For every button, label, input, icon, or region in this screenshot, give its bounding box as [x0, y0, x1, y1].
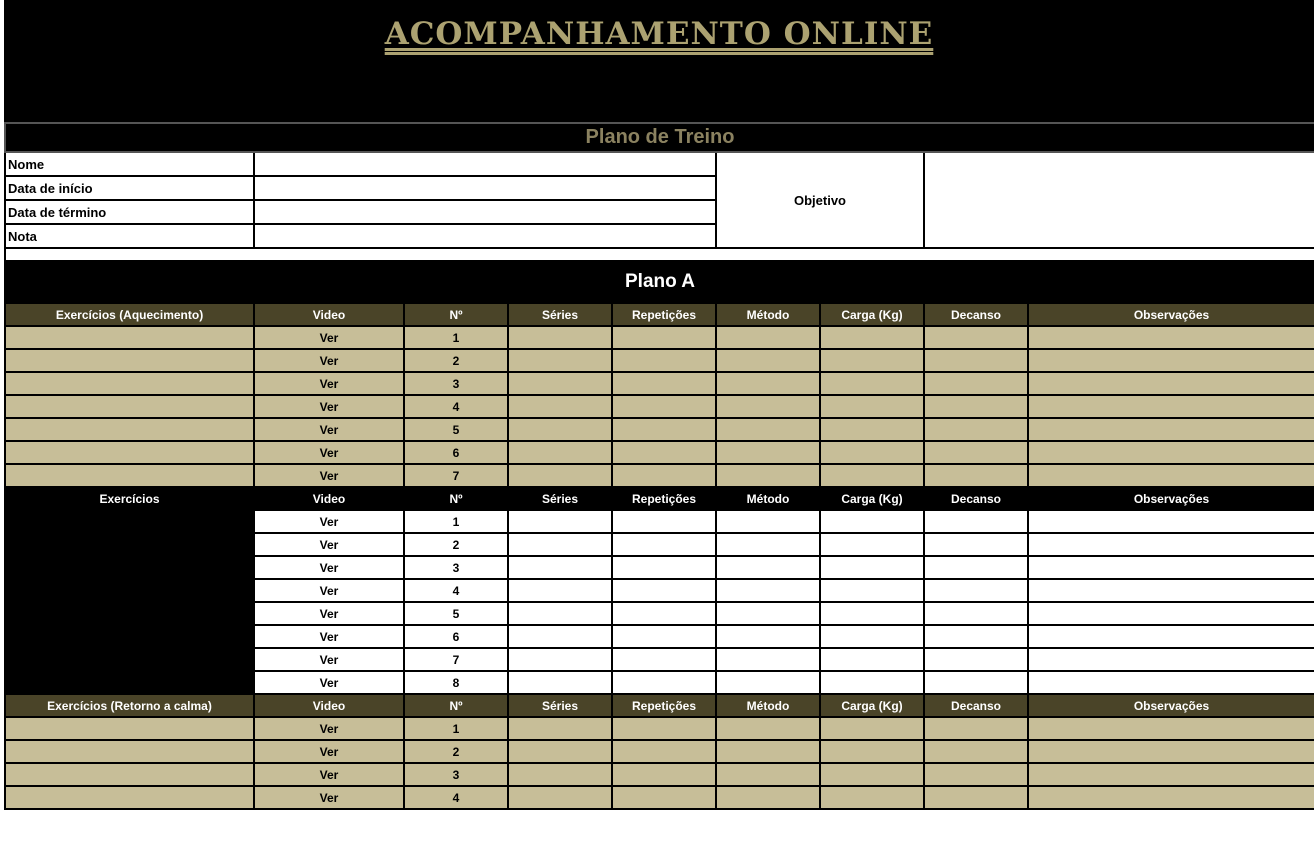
series-cell[interactable] — [508, 326, 612, 349]
reps-cell[interactable] — [612, 533, 716, 556]
note-label: Nota — [5, 224, 254, 248]
video-link[interactable]: Ver — [254, 671, 404, 694]
method-cell[interactable] — [716, 372, 820, 395]
cooldown-col-rest: Decanso — [924, 694, 1028, 717]
main-row — [5, 602, 1314, 625]
warmup-col-method: Método — [716, 303, 820, 326]
cooldown-col-load: Carga (Kg) — [820, 694, 924, 717]
warmup-col-video: Video — [254, 303, 404, 326]
rest-cell[interactable] — [924, 556, 1028, 579]
start-date-label: Data de início — [5, 176, 254, 200]
exercise-cell[interactable] — [5, 717, 254, 740]
main-row — [5, 533, 1314, 556]
notes-cell[interactable] — [1028, 763, 1314, 786]
series-cell[interactable] — [508, 441, 612, 464]
rest-cell[interactable] — [924, 372, 1028, 395]
row-number: 5 — [404, 418, 508, 441]
method-cell[interactable] — [716, 510, 820, 533]
exercise-cell[interactable] — [5, 602, 254, 625]
warmup-row — [5, 326, 1314, 349]
warmup-col-reps: Repetições — [612, 303, 716, 326]
method-cell[interactable] — [716, 395, 820, 418]
notes-cell[interactable] — [1028, 740, 1314, 763]
notes-cell[interactable] — [1028, 418, 1314, 441]
reps-cell[interactable] — [612, 625, 716, 648]
notes-cell[interactable] — [1028, 395, 1314, 418]
note-field[interactable] — [254, 224, 716, 248]
exercise-cell[interactable] — [5, 556, 254, 579]
series-cell[interactable] — [508, 510, 612, 533]
row-number: 7 — [404, 648, 508, 671]
cooldown-header-row — [5, 694, 1314, 717]
exercise-cell[interactable] — [5, 625, 254, 648]
end-date-label: Data de término — [5, 200, 254, 224]
main-col-reps: Repetições — [612, 487, 716, 510]
plan-title: Plano de Treino — [5, 123, 1314, 152]
video-link[interactable]: Ver — [254, 510, 404, 533]
exercise-cell[interactable] — [5, 579, 254, 602]
reps-cell[interactable] — [612, 349, 716, 372]
load-cell[interactable] — [820, 395, 924, 418]
training-plan-sheet — [4, 122, 1314, 810]
load-cell[interactable] — [820, 372, 924, 395]
exercise-cell[interactable] — [5, 349, 254, 372]
notes-cell[interactable] — [1028, 372, 1314, 395]
load-cell[interactable] — [820, 464, 924, 487]
reps-cell[interactable] — [612, 464, 716, 487]
reps-cell[interactable] — [612, 763, 716, 786]
exercise-cell[interactable] — [5, 671, 254, 694]
warmup-col-series: Séries — [508, 303, 612, 326]
warmup-row — [5, 418, 1314, 441]
series-cell[interactable] — [508, 579, 612, 602]
row-number: 4 — [404, 395, 508, 418]
video-link[interactable]: Ver — [254, 349, 404, 372]
load-cell[interactable] — [820, 671, 924, 694]
main-col-video: Video — [254, 487, 404, 510]
warmup-row — [5, 349, 1314, 372]
row-number: 8 — [404, 671, 508, 694]
main-col-load: Carga (Kg) — [820, 487, 924, 510]
series-cell[interactable] — [508, 395, 612, 418]
rest-cell[interactable] — [924, 395, 1028, 418]
rest-cell[interactable] — [924, 763, 1028, 786]
series-cell[interactable] — [508, 717, 612, 740]
notes-cell[interactable] — [1028, 717, 1314, 740]
row-number: 3 — [404, 556, 508, 579]
objective-field[interactable] — [924, 152, 1314, 248]
load-cell[interactable] — [820, 349, 924, 372]
series-cell[interactable] — [508, 372, 612, 395]
cooldown-row — [5, 786, 1314, 809]
series-cell[interactable] — [508, 763, 612, 786]
video-link[interactable]: Ver — [254, 717, 404, 740]
notes-cell[interactable] — [1028, 349, 1314, 372]
reps-cell[interactable] — [612, 786, 716, 809]
reps-cell[interactable] — [612, 510, 716, 533]
reps-cell[interactable] — [612, 602, 716, 625]
row-number: 6 — [404, 441, 508, 464]
exercise-cell[interactable] — [5, 763, 254, 786]
exercise-cell[interactable] — [5, 740, 254, 763]
exercise-cell[interactable] — [5, 510, 254, 533]
row-number: 1 — [404, 510, 508, 533]
video-link[interactable]: Ver — [254, 763, 404, 786]
cooldown-row — [5, 763, 1314, 786]
method-cell[interactable] — [716, 533, 820, 556]
rest-cell[interactable] — [924, 625, 1028, 648]
end-date-field[interactable] — [254, 200, 716, 224]
warmup-col-notes: Observações — [1028, 303, 1314, 326]
main-row — [5, 671, 1314, 694]
method-cell[interactable] — [716, 418, 820, 441]
load-cell[interactable] — [820, 533, 924, 556]
exercise-cell[interactable] — [5, 441, 254, 464]
rest-cell[interactable] — [924, 533, 1028, 556]
method-cell[interactable] — [716, 648, 820, 671]
exercise-cell[interactable] — [5, 372, 254, 395]
video-link[interactable]: Ver — [254, 418, 404, 441]
video-link[interactable]: Ver — [254, 326, 404, 349]
rest-cell[interactable] — [924, 648, 1028, 671]
video-link[interactable]: Ver — [254, 648, 404, 671]
row-number: 4 — [404, 579, 508, 602]
video-link[interactable]: Ver — [254, 786, 404, 809]
load-cell[interactable] — [820, 602, 924, 625]
rest-cell[interactable] — [924, 441, 1028, 464]
cooldown-col-video: Video — [254, 694, 404, 717]
rest-cell[interactable] — [924, 786, 1028, 809]
cooldown-row — [5, 740, 1314, 763]
main-col-notes: Observações — [1028, 487, 1314, 510]
video-link[interactable]: Ver — [254, 740, 404, 763]
reps-cell[interactable] — [612, 326, 716, 349]
load-cell[interactable] — [820, 418, 924, 441]
method-cell[interactable] — [716, 441, 820, 464]
method-cell[interactable] — [716, 740, 820, 763]
main-col-exercise: Exercícios — [5, 487, 254, 510]
notes-cell[interactable] — [1028, 533, 1314, 556]
method-cell[interactable] — [716, 671, 820, 694]
load-cell[interactable] — [820, 510, 924, 533]
cooldown-col-number: Nº — [404, 694, 508, 717]
video-link[interactable]: Ver — [254, 556, 404, 579]
warmup-row — [5, 395, 1314, 418]
start-date-field[interactable] — [254, 176, 716, 200]
warmup-col-exercise: Exercícios (Aquecimento) — [5, 303, 254, 326]
warmup-col-load: Carga (Kg) — [820, 303, 924, 326]
reps-cell[interactable] — [612, 579, 716, 602]
cooldown-col-series: Séries — [508, 694, 612, 717]
notes-cell[interactable] — [1028, 441, 1314, 464]
load-cell[interactable] — [820, 556, 924, 579]
name-field[interactable] — [254, 152, 716, 176]
notes-cell[interactable] — [1028, 602, 1314, 625]
video-link[interactable]: Ver — [254, 602, 404, 625]
series-cell[interactable] — [508, 464, 612, 487]
cooldown-col-exercise: Exercícios (Retorno a calma) — [5, 694, 254, 717]
load-cell[interactable] — [820, 717, 924, 740]
method-cell[interactable] — [716, 556, 820, 579]
main-row — [5, 648, 1314, 671]
load-cell[interactable] — [820, 579, 924, 602]
reps-cell[interactable] — [612, 395, 716, 418]
series-cell[interactable] — [508, 556, 612, 579]
series-cell[interactable] — [508, 533, 612, 556]
load-cell[interactable] — [820, 326, 924, 349]
notes-cell[interactable] — [1028, 648, 1314, 671]
notes-cell[interactable] — [1028, 579, 1314, 602]
notes-cell[interactable] — [1028, 326, 1314, 349]
series-cell[interactable] — [508, 740, 612, 763]
notes-cell[interactable] — [1028, 625, 1314, 648]
rest-cell[interactable] — [924, 326, 1028, 349]
series-cell[interactable] — [508, 418, 612, 441]
page-title: ACOMPANHAMENTO ONLINE — [384, 16, 934, 52]
series-cell[interactable] — [508, 648, 612, 671]
method-cell[interactable] — [716, 464, 820, 487]
video-link[interactable]: Ver — [254, 464, 404, 487]
exercise-cell[interactable] — [5, 395, 254, 418]
row-number: 1 — [404, 326, 508, 349]
rest-cell[interactable] — [924, 671, 1028, 694]
warmup-row — [5, 464, 1314, 487]
objective-label: Objetivo — [716, 152, 924, 248]
row-number: 5 — [404, 602, 508, 625]
method-cell[interactable] — [716, 579, 820, 602]
reps-cell[interactable] — [612, 441, 716, 464]
exercise-cell[interactable] — [5, 786, 254, 809]
series-cell[interactable] — [508, 602, 612, 625]
load-cell[interactable] — [820, 648, 924, 671]
row-number: 7 — [404, 464, 508, 487]
reps-cell[interactable] — [612, 671, 716, 694]
notes-cell[interactable] — [1028, 786, 1314, 809]
load-cell[interactable] — [820, 625, 924, 648]
method-cell[interactable] — [716, 717, 820, 740]
load-cell[interactable] — [820, 740, 924, 763]
warmup-row — [5, 441, 1314, 464]
series-cell[interactable] — [508, 786, 612, 809]
cooldown-col-method: Método — [716, 694, 820, 717]
video-link[interactable]: Ver — [254, 372, 404, 395]
video-link[interactable]: Ver — [254, 625, 404, 648]
load-cell[interactable] — [820, 786, 924, 809]
reps-cell[interactable] — [612, 372, 716, 395]
row-number: 1 — [404, 717, 508, 740]
notes-cell[interactable] — [1028, 464, 1314, 487]
row-number: 2 — [404, 349, 508, 372]
row-number: 3 — [404, 372, 508, 395]
method-cell[interactable] — [716, 625, 820, 648]
rest-cell[interactable] — [924, 602, 1028, 625]
row-number: 6 — [404, 625, 508, 648]
row-number: 3 — [404, 763, 508, 786]
header-banner — [4, 0, 1314, 122]
row-number: 4 — [404, 786, 508, 809]
main-col-rest: Decanso — [924, 487, 1028, 510]
spacer-row — [5, 248, 1314, 261]
main-row — [5, 510, 1314, 533]
video-link[interactable]: Ver — [254, 395, 404, 418]
video-link[interactable]: Ver — [254, 533, 404, 556]
warmup-header-row — [5, 303, 1314, 326]
series-cell[interactable] — [508, 349, 612, 372]
method-cell[interactable] — [716, 786, 820, 809]
main-row — [5, 579, 1314, 602]
rest-cell[interactable] — [924, 717, 1028, 740]
reps-cell[interactable] — [612, 648, 716, 671]
rest-cell[interactable] — [924, 579, 1028, 602]
cooldown-row — [5, 717, 1314, 740]
method-cell[interactable] — [716, 602, 820, 625]
cooldown-col-notes: Observações — [1028, 694, 1314, 717]
warmup-row — [5, 372, 1314, 395]
video-link[interactable]: Ver — [254, 579, 404, 602]
rest-cell[interactable] — [924, 464, 1028, 487]
exercise-cell[interactable] — [5, 326, 254, 349]
video-link[interactable]: Ver — [254, 441, 404, 464]
row-number: 2 — [404, 533, 508, 556]
series-cell[interactable] — [508, 671, 612, 694]
exercise-cell[interactable] — [5, 533, 254, 556]
reps-cell[interactable] — [612, 717, 716, 740]
exercise-cell[interactable] — [5, 418, 254, 441]
reps-cell[interactable] — [612, 740, 716, 763]
rest-cell[interactable] — [924, 418, 1028, 441]
warmup-col-number: Nº — [404, 303, 508, 326]
notes-cell[interactable] — [1028, 556, 1314, 579]
method-cell[interactable] — [716, 763, 820, 786]
main-col-method: Método — [716, 487, 820, 510]
notes-cell[interactable] — [1028, 510, 1314, 533]
warmup-col-rest: Decanso — [924, 303, 1028, 326]
load-cell[interactable] — [820, 763, 924, 786]
method-cell[interactable] — [716, 349, 820, 372]
rest-cell[interactable] — [924, 740, 1028, 763]
row-number: 2 — [404, 740, 508, 763]
rest-cell[interactable] — [924, 349, 1028, 372]
exercise-cell[interactable] — [5, 464, 254, 487]
load-cell[interactable] — [820, 441, 924, 464]
method-cell[interactable] — [716, 326, 820, 349]
name-label: Nome — [5, 152, 254, 176]
reps-cell[interactable] — [612, 418, 716, 441]
main-row — [5, 625, 1314, 648]
main-col-number: Nº — [404, 487, 508, 510]
main-col-series: Séries — [508, 487, 612, 510]
series-cell[interactable] — [508, 625, 612, 648]
rest-cell[interactable] — [924, 510, 1028, 533]
reps-cell[interactable] — [612, 556, 716, 579]
main-row — [5, 556, 1314, 579]
main-header-row — [5, 487, 1314, 510]
exercise-cell[interactable] — [5, 648, 254, 671]
notes-cell[interactable] — [1028, 671, 1314, 694]
cooldown-col-reps: Repetições — [612, 694, 716, 717]
plano-a-title: Plano A — [5, 261, 1314, 303]
